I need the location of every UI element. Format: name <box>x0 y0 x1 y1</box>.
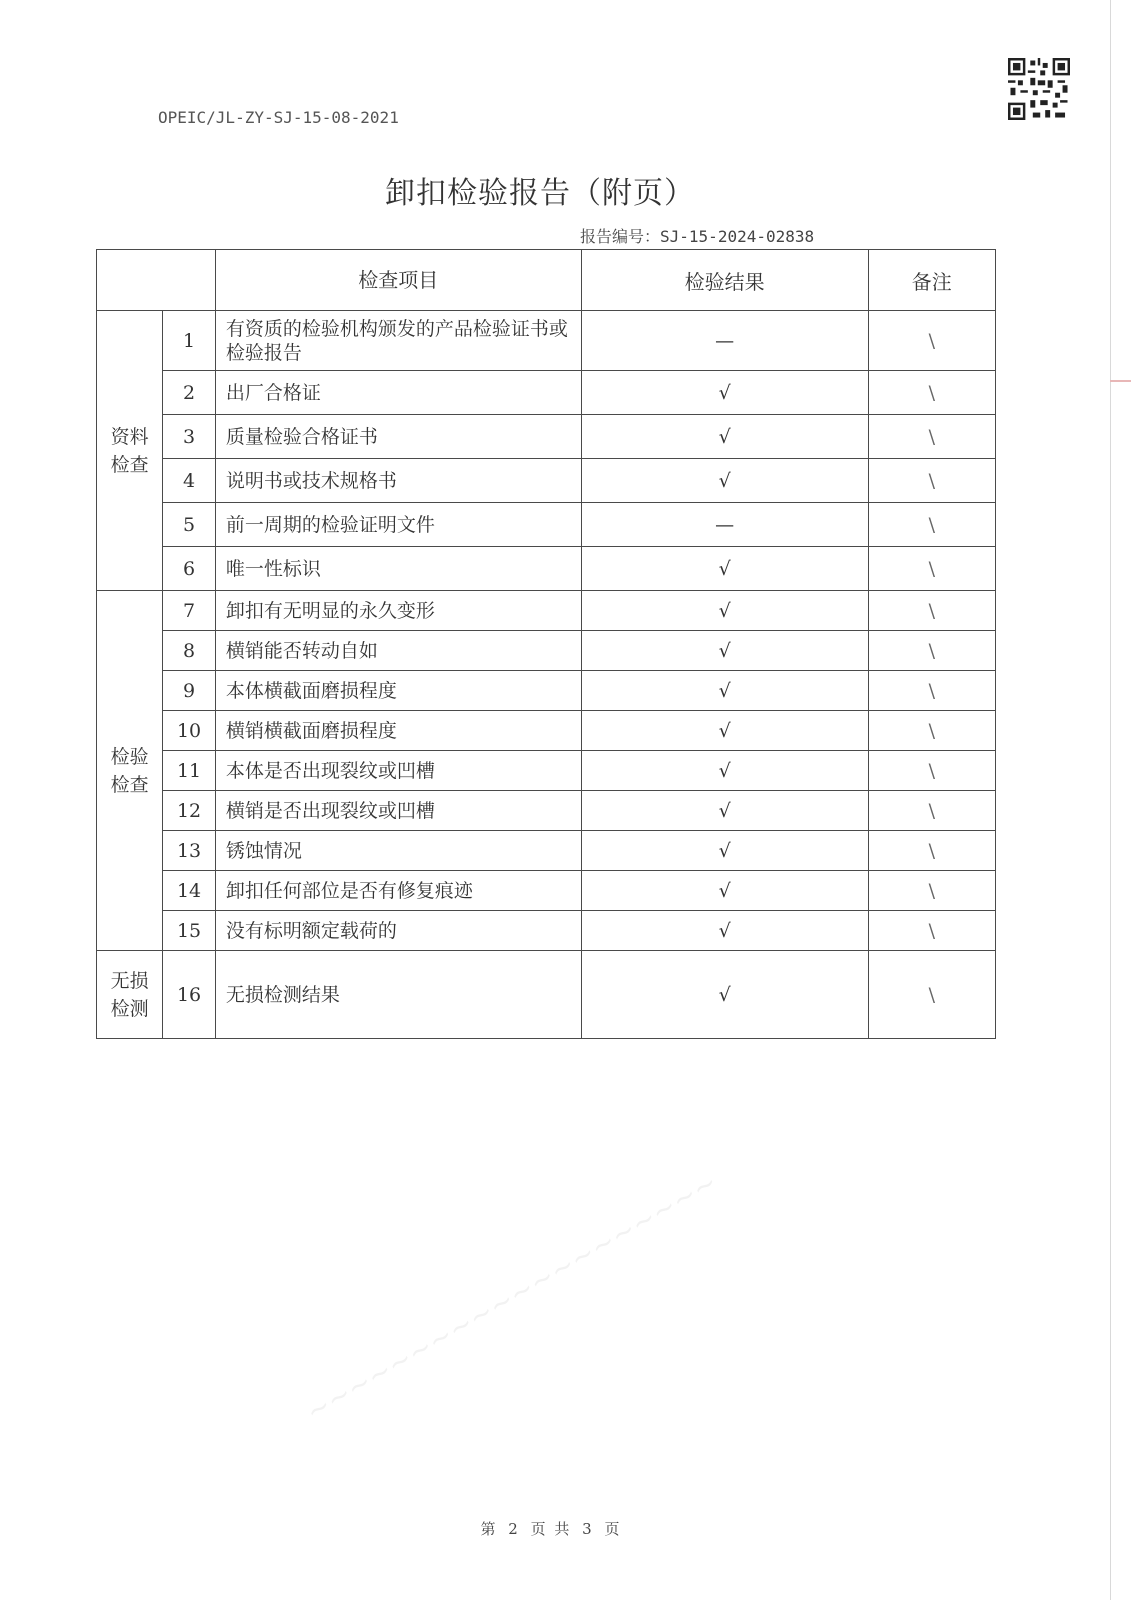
row-number: 11 <box>163 751 216 791</box>
watermark: ~~~~~~~~~~~~~~~~~~~~ <box>300 1165 723 1429</box>
row-item: 本体是否出现裂纹或凹槽 <box>215 751 581 791</box>
table-row <box>97 415 996 459</box>
row-number: 12 <box>163 791 216 831</box>
header-result: 检验结果 <box>581 250 868 311</box>
table-row <box>97 671 996 711</box>
table-row <box>97 871 996 911</box>
row-number: 16 <box>163 951 216 1039</box>
row-remark: \ <box>868 711 995 751</box>
row-remark: \ <box>868 591 995 631</box>
row-remark: \ <box>868 951 995 1039</box>
row-item: 本体横截面磨损程度 <box>215 671 581 711</box>
row-item: 前一周期的检验证明文件 <box>215 503 581 547</box>
row-result: √ <box>581 591 868 631</box>
row-number: 13 <box>163 831 216 871</box>
row-number: 4 <box>163 459 216 503</box>
row-remark: \ <box>868 311 995 371</box>
header-remark: 备注 <box>868 250 995 311</box>
row-remark: \ <box>868 911 995 951</box>
row-item: 出厂合格证 <box>215 371 581 415</box>
row-remark: \ <box>868 547 995 591</box>
row-remark: \ <box>868 415 995 459</box>
row-result: √ <box>581 631 868 671</box>
row-number: 14 <box>163 871 216 911</box>
row-result: √ <box>581 791 868 831</box>
group-label: 检验 检查 <box>97 591 163 951</box>
row-result: √ <box>581 831 868 871</box>
table-row <box>97 371 996 415</box>
row-number: 5 <box>163 503 216 547</box>
qr-code-icon <box>1008 58 1070 120</box>
edge-mark <box>1110 380 1131 382</box>
row-number: 7 <box>163 591 216 631</box>
row-result: — <box>581 311 868 371</box>
row-number: 15 <box>163 911 216 951</box>
header-blank <box>97 250 216 311</box>
row-remark: \ <box>868 831 995 871</box>
row-result: √ <box>581 951 868 1039</box>
table-header-row <box>97 250 996 311</box>
row-item: 有资质的检验机构颁发的产品检验证书或检验报告 <box>215 311 581 371</box>
row-remark: \ <box>868 631 995 671</box>
report-number <box>580 224 814 247</box>
report-number-label: 报告编号： <box>580 227 661 246</box>
row-item: 唯一性标识 <box>215 547 581 591</box>
table-row <box>97 831 996 871</box>
table-row <box>97 503 996 547</box>
row-number: 2 <box>163 371 216 415</box>
row-item: 说明书或技术规格书 <box>215 459 581 503</box>
row-item: 无损检测结果 <box>215 951 581 1039</box>
row-remark: \ <box>868 503 995 547</box>
footer-suffix: 页 <box>604 1520 620 1538</box>
row-number: 3 <box>163 415 216 459</box>
table-row <box>97 631 996 671</box>
inspection-table <box>96 249 996 1039</box>
report-number-value: SJ-15-2024-02838 <box>660 227 815 246</box>
row-result: √ <box>581 711 868 751</box>
row-remark: \ <box>868 671 995 711</box>
row-result: √ <box>581 371 868 415</box>
row-number: 10 <box>163 711 216 751</box>
footer-page: 2 <box>508 1520 518 1538</box>
table-row <box>97 711 996 751</box>
row-item: 横销横截面磨损程度 <box>215 711 581 751</box>
row-item: 质量检验合格证书 <box>215 415 581 459</box>
group-label: 无损 检测 <box>97 951 163 1039</box>
table-row <box>97 547 996 591</box>
row-number: 8 <box>163 631 216 671</box>
row-remark: \ <box>868 871 995 911</box>
row-result: √ <box>581 751 868 791</box>
table-row <box>97 751 996 791</box>
row-item: 卸扣任何部位是否有修复痕迹 <box>215 871 581 911</box>
row-remark: \ <box>868 371 995 415</box>
document-code: OPEIC/JL-ZY-SJ-15-08-2021 <box>158 108 399 127</box>
row-remark: \ <box>868 791 995 831</box>
table-row <box>97 311 996 371</box>
footer-total: 3 <box>582 1520 592 1538</box>
header-item: 检查项目 <box>215 250 581 311</box>
table-row <box>97 791 996 831</box>
row-number: 6 <box>163 547 216 591</box>
row-result: √ <box>581 911 868 951</box>
footer-prefix: 第 <box>480 1520 496 1538</box>
row-number: 9 <box>163 671 216 711</box>
table-row <box>97 591 996 631</box>
row-result: √ <box>581 547 868 591</box>
page-footer <box>0 1518 1100 1539</box>
row-result: √ <box>581 871 868 911</box>
row-result: √ <box>581 415 868 459</box>
page-edge <box>1110 0 1111 1600</box>
page-title: 卸扣检验报告（附页） <box>385 176 695 211</box>
row-result: √ <box>581 671 868 711</box>
row-result: √ <box>581 459 868 503</box>
row-remark: \ <box>868 459 995 503</box>
row-number: 1 <box>163 311 216 371</box>
row-item: 卸扣有无明显的永久变形 <box>215 591 581 631</box>
row-item: 锈蚀情况 <box>215 831 581 871</box>
group-label: 资料 检查 <box>97 311 163 591</box>
table-row <box>97 911 996 951</box>
row-result: — <box>581 503 868 547</box>
table-row <box>97 459 996 503</box>
row-item: 没有标明额定载荷的 <box>215 911 581 951</box>
row-item: 横销是否出现裂纹或凹槽 <box>215 791 581 831</box>
row-remark: \ <box>868 751 995 791</box>
footer-middle: 页 共 <box>530 1520 570 1538</box>
table-row <box>97 951 996 1039</box>
row-item: 横销能否转动自如 <box>215 631 581 671</box>
